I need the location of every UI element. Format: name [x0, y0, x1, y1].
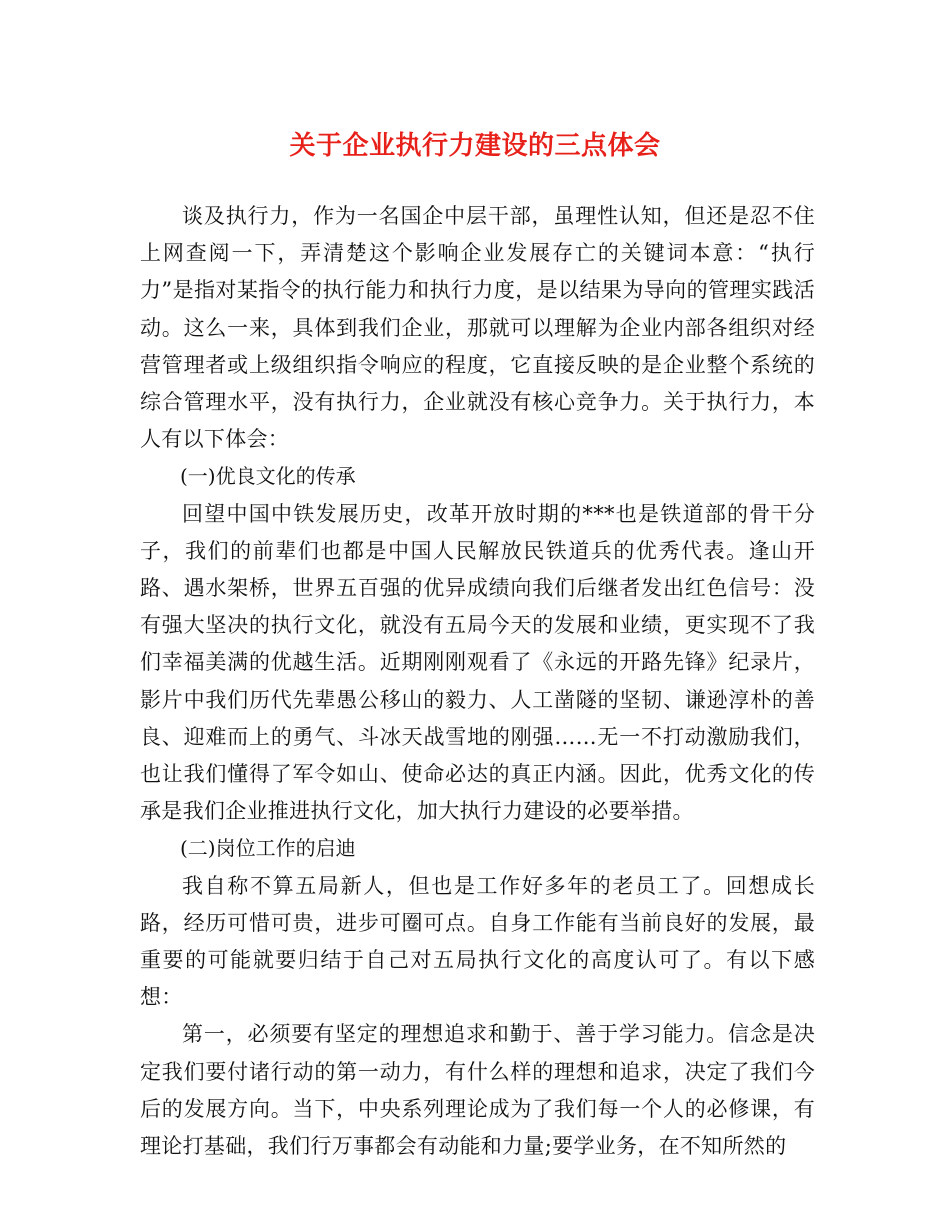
paragraph-work: 我自称不算五局新人，但也是工作好多年的老员工了。回想成长路，经历可惜可贵，进步可圈可点。自身工作能有当前良好的发展，最重要的可能就要归结于自己对五局执行文化的高度认可了。有以下感想： [140, 873, 815, 1010]
section-heading-2: (二)岗位工作的启迪 [180, 836, 356, 861]
document-title: 关于企业执行力建设的三点体会 [289, 131, 661, 161]
paragraph-culture: 回望中国中铁发展历史，改革开放时期的***也是铁道部的骨干分子，我们的前辈们也都是中国人民解放民铁道兵的优秀代表。逢山开路、遇水架桥，世界五百强的优异成绩向我们后继者发出红色信号：没有强大坚决的执行文化，就没有五局今天的发展和业绩，更实现不了我们幸福美满的优越生活。近期刚刚观看了《永远的开路先锋》纪录片，影片中我们历代先辈愚公移山的毅力、人工凿隧的坚韧、谦逊淳朴的善良、迎难而上的勇气、斗冰天战雪地的刚强……无一不打动激励我们，也让我们懂得了军令如山、使命必达的真正内涵。因此，优秀文化的传承是我们企业推进执行文化，加大执行力建设的必要举措。 [140, 501, 815, 824]
section-heading-1: (一)优良文化的传承 [180, 464, 356, 489]
paragraph-first-point: 第一，必须要有坚定的理想追求和勤于、善于学习能力。信念是决定我们要付诸行动的第一动力，有什么样的理想和追求，决定了我们今后的发展方向。当下，中央系列理论成为了我们每一个人的必修课，有理论打基础，我们行万事都会有动能和力量;要学业务，在不知所然的 [140, 1022, 815, 1159]
paragraph-intro: 谈及执行力，作为一名国企中层干部，虽理性认知，但还是忍不住上网查阅一下，弄清楚这个影响企业发展存亡的关键词本意：“执行力”是指对某指令的执行能力和执行力度，是以结果为导向的管理实践活动。这么一来，具体到我们企业，那就可以理解为企业内部各组织对经营管理者或上级组织指令响应的程度，它直接反映的是企业整个系统的综合管理水平，没有执行力，企业就没有核心竞争力。关于执行力，本人有以下体会： [140, 204, 815, 452]
document-body [140, 198, 815, 1165]
